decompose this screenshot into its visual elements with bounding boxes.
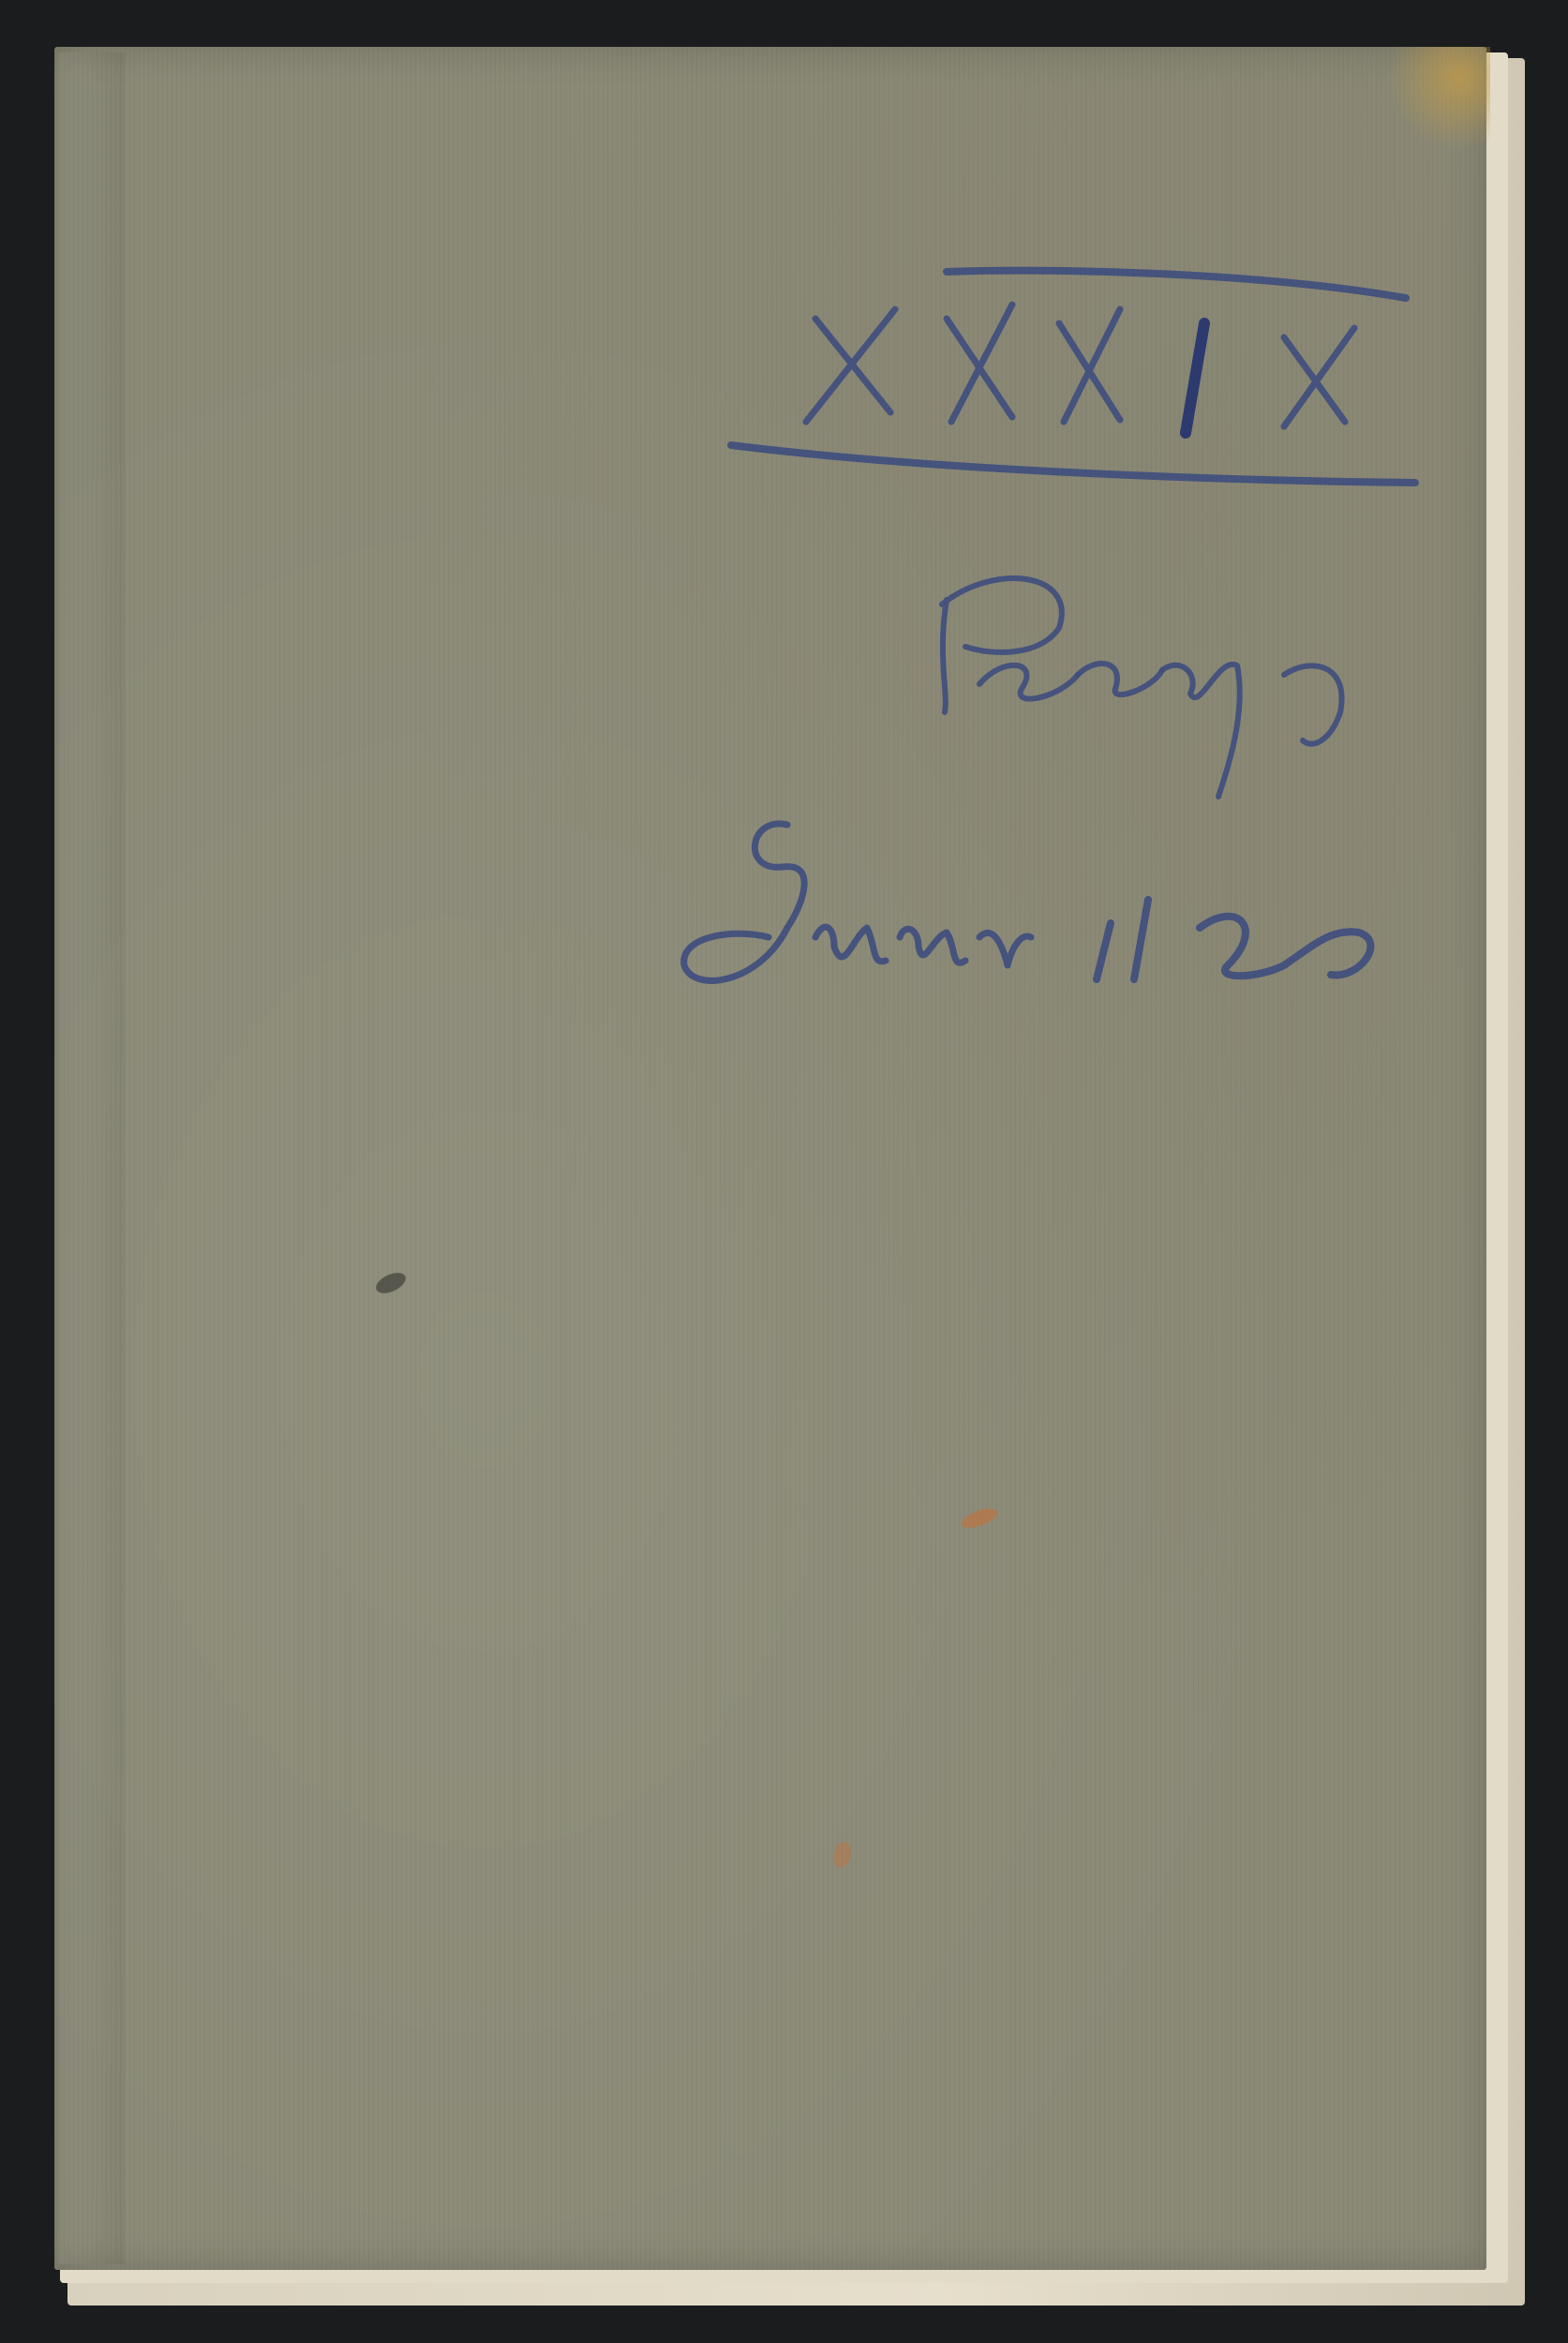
name-handwriting xyxy=(942,578,1342,797)
volume-mark-handwriting xyxy=(731,271,1415,483)
date-handwriting xyxy=(684,824,1371,981)
